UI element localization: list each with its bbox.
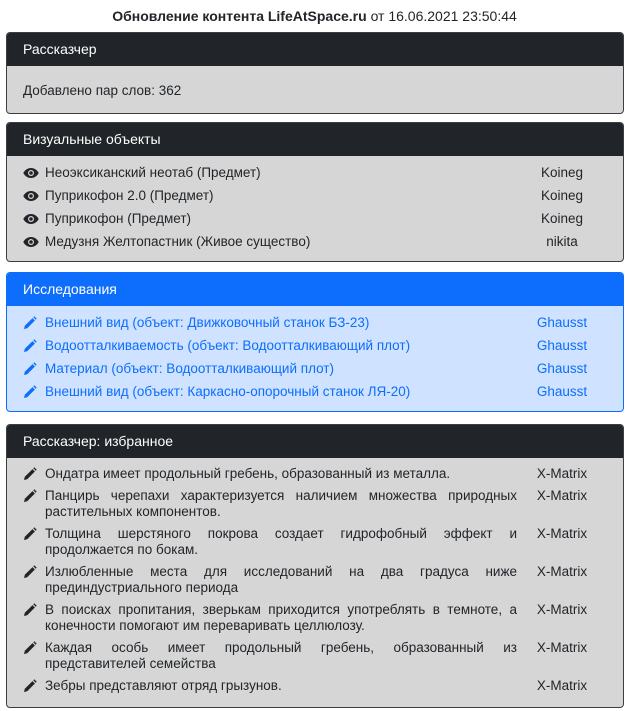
list-item-link[interactable]: Внешний вид (объект: Движковочный станок БЗ-23) — [45, 315, 370, 330]
list-item-text: Пуприкофон 2.0 (Предмет) — [45, 188, 214, 203]
list-item[interactable] — [23, 357, 607, 380]
favorites-card — [6, 424, 624, 708]
list-item — [23, 640, 607, 672]
eye-icon — [23, 213, 45, 225]
list-item-author: Koineg — [540, 211, 584, 226]
list-item-link[interactable]: Водоотталкиваемость (объект: Водоотталкивающий плот) — [45, 338, 411, 353]
list-item[interactable] — [23, 380, 607, 403]
list-item-text: Толщина шерстяного покрова создает гидрофобный эффект и продолжается по бокам. — [45, 526, 517, 557]
list-item-author: X-Matrix — [536, 526, 588, 541]
visual-objects-card-header: Визуальные объекты — [7, 123, 623, 156]
list-item-author: nikita — [546, 234, 578, 249]
list-item-text: Неоэксиканский неотаб (Предмет) — [45, 165, 261, 180]
list-item-author: X-Matrix — [536, 602, 588, 617]
list-item-link[interactable]: Внешний вид (объект: Каркасно-опорочный станок ЛЯ-20) — [45, 384, 411, 399]
list-item — [23, 602, 607, 634]
narrator-card-header: Рассказчер — [7, 33, 623, 66]
pencil-icon — [23, 362, 45, 376]
research-card-header: Исследования — [7, 273, 623, 306]
eye-icon — [23, 236, 45, 248]
list-item-author: X-Matrix — [536, 488, 588, 503]
list-item-text: Каждая особь имеет продольный гребень, образованный из представителей семейства — [45, 640, 517, 671]
page-title-date: от 16.06.2021 23:50:44 — [370, 8, 517, 24]
list-item — [23, 466, 607, 482]
list-item[interactable] — [23, 334, 607, 357]
list-item[interactable] — [23, 311, 607, 334]
list-item-link[interactable]: Материал (объект: Водоотталкивающий плот) — [45, 361, 334, 376]
pencil-icon — [23, 526, 45, 541]
list-item[interactable] — [23, 184, 607, 207]
list-item-author: Koineg — [540, 165, 584, 180]
list-item-text: Ондатра имеет продольный гребень, образованный из металла. — [45, 466, 451, 481]
list-item-author[interactable]: Ghausst — [536, 315, 588, 330]
visual-objects-card — [6, 122, 624, 262]
list-item-text: Панцирь черепахи характеризуется наличием множества природных растительных компонентов. — [45, 488, 517, 519]
list-item-author: X-Matrix — [536, 466, 588, 481]
list-item — [23, 488, 607, 520]
list-item-text: Пуприкофон (Предмет) — [45, 211, 192, 226]
list-item-author: X-Matrix — [536, 564, 588, 579]
pencil-icon — [23, 564, 45, 579]
list-item-author: X-Matrix — [536, 640, 588, 655]
list-item — [23, 678, 607, 694]
list-item-author[interactable]: Ghausst — [536, 384, 588, 399]
pencil-icon — [23, 640, 45, 655]
list-item-author: X-Matrix — [536, 678, 588, 693]
list-item-author[interactable]: Ghausst — [536, 361, 588, 376]
eye-icon — [23, 167, 45, 179]
page-title — [0, 0, 629, 32]
pencil-icon — [23, 678, 45, 693]
pencil-icon — [23, 385, 45, 399]
pencil-icon — [23, 488, 45, 503]
list-item-text: В поисках пропитания, зверькам приходится употреблять в темноте, а конечности помогают им переваривать целлюлозу. — [45, 602, 517, 633]
favorites-card-header: Рассказчер: избранное — [7, 425, 623, 458]
list-item[interactable] — [23, 230, 607, 253]
narrator-text: Добавлено пар слов: 362 — [23, 83, 182, 98]
pencil-icon — [23, 339, 45, 353]
pencil-icon — [23, 316, 45, 330]
list-item — [23, 526, 607, 558]
list-item-text: Излюбленные места для исследований на два градуса ниже прединдустриального периода — [45, 564, 517, 595]
list-item[interactable] — [23, 207, 607, 230]
pencil-icon — [23, 602, 45, 617]
list-item-author[interactable]: Ghausst — [536, 338, 588, 353]
list-item — [23, 564, 607, 596]
list-item-text: Зебры представляют отряд грызунов. — [45, 678, 282, 693]
list-item[interactable] — [23, 161, 607, 184]
narrator-card — [6, 32, 624, 114]
list-item-author: Koineg — [540, 188, 584, 203]
eye-icon — [23, 190, 45, 202]
page-title-bold: Обновление контента LifeAtSpace.ru — [112, 8, 367, 24]
research-card — [6, 272, 624, 412]
pencil-icon — [23, 466, 45, 481]
list-item-text: Медузня Желтопастник (Живое существо) — [45, 234, 311, 249]
